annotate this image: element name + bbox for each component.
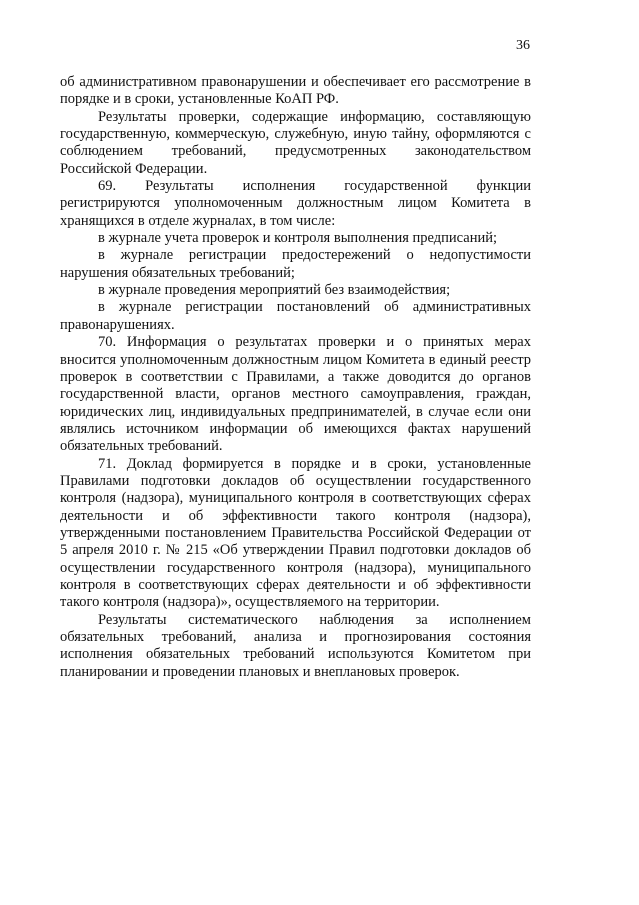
paragraph-journal-activities: в журнале проведения мероприятий без взаимодействия;: [98, 282, 451, 299]
paragraph-item-70: 70. Информация о результатах проверки и о принятых мерах вносится уполномоченным должностным лицом Комитета в единый реестр проверок в соответствии с Правилами, а также доводится до органов государственной власти, органов местного самоуправления, граждан, юридических лиц, индивидуальных предпринимателей, в случае если они являлись источником информации об имеющихся фактах нарушений обязательных требований.: [60, 334, 531, 455]
paragraph-journal-warnings: в журнале регистрации предостережений о недопустимости нарушения обязательных требований;: [60, 247, 531, 281]
paragraph-item-71: 71. Доклад формируется в порядке и в сроки, установленные Правилами подготовки докладов об осуществлении государственного контроля (надзора), муниципального контроля в соответствующих сферах деятельности и об эффективности такого контроля (надзора), утвержденными постановлением Правительства Российской Федерации от 5 апреля 2010 г. № 215 «Об утверждении Правил подготовки докладов об осуществлении государственного контроля (надзора), муниципального контроля в соответствующих сферах деятельности и об эффективности такого контроля (надзора)», осуществляемого на территории.: [60, 455, 531, 611]
paragraph-inspection-results: Результаты проверки, содержащие информацию, составляющую государственную, коммерческую, служебную, иную тайну, оформляются с соблюдением требований, предусмотренных законодательством Российской Федерации.: [60, 108, 531, 177]
paragraph-journal-resolutions: в журнале регистрации постановлений об административных правонарушениях.: [60, 299, 531, 333]
paragraph-observation-results: Результаты систематического наблюдения за исполнением обязательных требований, анализа и прогнозирования состояния исполнения обязательных требований используются Комитетом при планировании и проведении плановых и внеплановых проверок.: [60, 611, 531, 680]
paragraph-continuation: об административном правонарушении и обеспечивает его рассмотрение в порядке и в сроки, установленные КоАП РФ.: [60, 74, 531, 108]
paragraph-item-69: 69. Результаты исполнения государственной функции регистрируются уполномоченным должностным лицом Комитета в хранящихся в отделе журналах, в том числе:: [60, 178, 531, 229]
page-number: 36: [516, 38, 530, 53]
document-body: [60, 74, 531, 681]
paragraph-journal-inspections: в журнале учета проверок и контроля выполнения предписаний;: [98, 230, 498, 247]
